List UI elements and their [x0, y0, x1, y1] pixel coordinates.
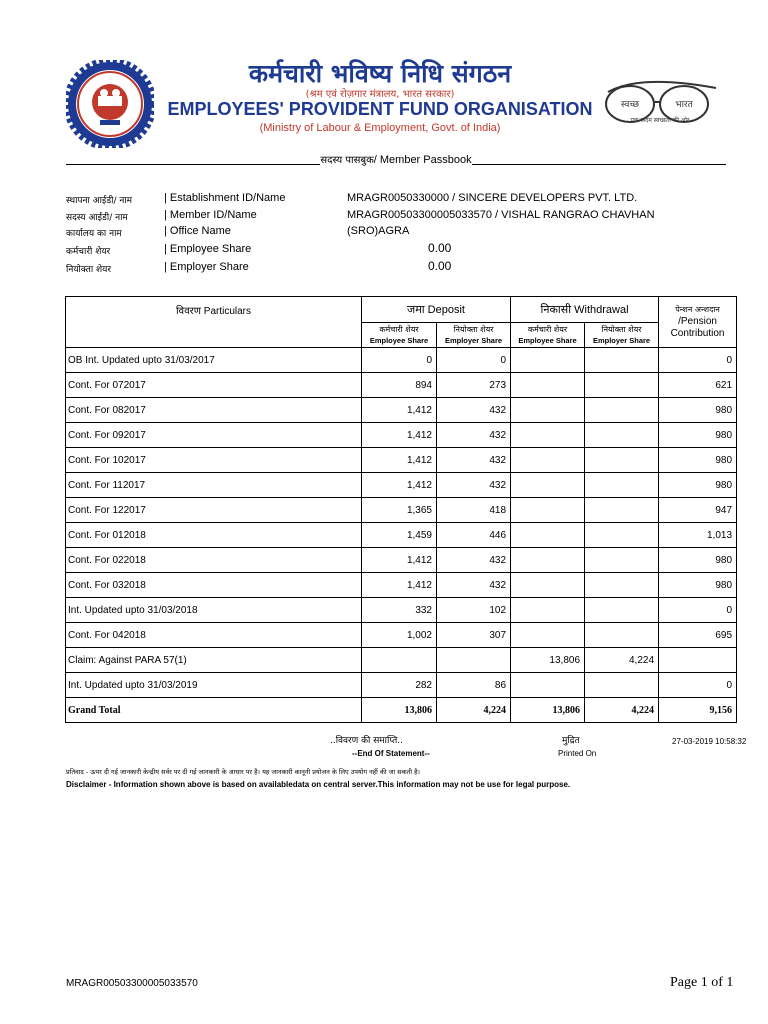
row-wd-ee: [511, 398, 585, 423]
swachh-right-text: भारत: [675, 100, 693, 110]
member-label: | Member ID/Name: [164, 209, 257, 221]
table-row: [66, 623, 737, 648]
deposit-header-hindi: जमा: [407, 303, 425, 316]
office-label-hindi: कार्यालय का नाम: [66, 229, 122, 239]
employee-share-row: [66, 243, 746, 260]
row-particular: Cont. For 092017: [66, 423, 362, 448]
row-pension: 980: [659, 423, 737, 448]
table-header-row: [66, 297, 737, 323]
office-row: [66, 225, 746, 242]
row-wd-ee: [511, 498, 585, 523]
row-dep-er: 273: [437, 373, 511, 398]
row-dep-er: 418: [437, 498, 511, 523]
employer-share-label: | Employer Share: [164, 261, 249, 273]
row-dep-er: 102: [437, 598, 511, 623]
row-wd-er: [585, 398, 659, 423]
page-number: Page 1 of 1: [670, 975, 734, 990]
row-particular: Cont. For 012018: [66, 523, 362, 548]
row-dep-ee: 1,002: [362, 623, 437, 648]
title-rule-right: [472, 155, 726, 165]
deposit-employee-share-header: [362, 323, 437, 348]
row-particular: Cont. For 032018: [66, 573, 362, 598]
table-body: [66, 348, 737, 698]
row-wd-er: 4,224: [585, 648, 659, 673]
row-wd-er: [585, 373, 659, 398]
row-dep-er: 432: [437, 398, 511, 423]
establishment-value: MRAGR0050330000 / SINCERE DEVELOPERS PVT. LTD.: [347, 192, 638, 204]
row-wd-ee: [511, 373, 585, 398]
employer-share-label-hindi: नियोक्ता शेयर: [66, 265, 112, 275]
swachh-left-text: स्वच्छ: [620, 100, 640, 110]
employee-share-label-hindi: कर्मचारी शेयर: [66, 247, 111, 257]
row-pension: 947: [659, 498, 737, 523]
passbook-table: [65, 296, 737, 723]
row-particular: Cont. For 112017: [66, 473, 362, 498]
row-dep-ee: 1,412: [362, 548, 437, 573]
org-title-english: EMPLOYEES' PROVIDENT FUND ORGANISATION: [167, 99, 593, 119]
withdrawal-er-hi: नियोक्ता शेयर: [601, 325, 642, 334]
deposit-ee-en: Employee Share: [369, 336, 429, 345]
table-row: [66, 373, 737, 398]
row-wd-ee: 13,806: [511, 648, 585, 673]
pension-header: [659, 297, 737, 348]
row-dep-ee: 0: [362, 348, 437, 373]
row-dep-er: 432: [437, 423, 511, 448]
row-wd-er: [585, 423, 659, 448]
table-row: [66, 648, 737, 673]
printed-on-hindi: मुद्रित: [562, 736, 580, 746]
particulars-header: [66, 297, 362, 348]
row-dep-er: 432: [437, 548, 511, 573]
row-dep-er: 307: [437, 623, 511, 648]
row-wd-er: [585, 548, 659, 573]
total-wd-er: 4,224: [585, 698, 659, 723]
row-particular: OB Int. Updated upto 31/03/2017: [66, 348, 362, 373]
member-value: MRAGR00503300005033570 / VISHAL RANGRAO CHAVHAN: [347, 209, 655, 221]
row-dep-ee: 1,412: [362, 573, 437, 598]
disclaimer-hindi: प्रतिवाद - ऊपर दी गई जानकारी केन्द्रीय सर्वर पर दी गई जानकारी के आधार पर है। यह जानकारी कानूनी प्रयोजन के लिए उपयोग नहीं की जा सकती है।: [66, 768, 420, 776]
passbook-title-hindi: सदस्य पासबुक: [320, 155, 374, 166]
total-label: Grand Total: [66, 698, 362, 723]
row-dep-er: 446: [437, 523, 511, 548]
printed-on-label: Printed On: [558, 749, 597, 758]
row-wd-ee: [511, 348, 585, 373]
particulars-header-hindi: विवरण: [175, 306, 201, 317]
swachh-tagline: एक कदम स्वच्छता की ओर: [630, 117, 690, 124]
row-dep-er: 432: [437, 573, 511, 598]
row-particular: Claim: Against PARA 57(1): [66, 648, 362, 673]
employee-share-label: | Employee Share: [164, 243, 252, 255]
footer-member-id: MRAGR00503300005033570: [66, 978, 198, 989]
row-particular: Int. Updated upto 31/03/2019: [66, 673, 362, 698]
row-pension: 695: [659, 623, 737, 648]
row-particular: Cont. For 102017: [66, 448, 362, 473]
total-dep-er: 4,224: [437, 698, 511, 723]
total-wd-ee: 13,806: [511, 698, 585, 723]
row-pension: 0: [659, 673, 737, 698]
withdrawal-employee-share-header: [511, 323, 585, 348]
row-dep-ee: 282: [362, 673, 437, 698]
employee-share-value: 0.00: [428, 241, 452, 255]
row-wd-er: [585, 448, 659, 473]
row-wd-ee: [511, 623, 585, 648]
row-wd-ee: [511, 423, 585, 448]
withdrawal-ee-hi: कर्मचारी शेयर: [527, 325, 568, 334]
row-wd-ee: [511, 523, 585, 548]
table-row: [66, 573, 737, 598]
table-row: [66, 398, 737, 423]
withdrawal-header: [511, 297, 659, 323]
row-dep-ee: 1,412: [362, 398, 437, 423]
deposit-header: [362, 297, 511, 323]
row-dep-ee: [362, 648, 437, 673]
row-dep-ee: 1,412: [362, 448, 437, 473]
table-row: [66, 523, 737, 548]
epfo-logo: [66, 60, 154, 148]
org-subtitle-hindi: (श्रम एवं रोज़गार मंत्रालय, भारत सरकार): [305, 89, 455, 100]
row-wd-er: [585, 523, 659, 548]
employer-share-value: 0.00: [428, 259, 452, 273]
deposit-employer-share-header: [437, 323, 511, 348]
withdrawal-header-hindi: निकासी: [540, 303, 572, 316]
row-dep-ee: 1,412: [362, 423, 437, 448]
row-pension: 621: [659, 373, 737, 398]
deposit-header-english: Deposit: [424, 304, 465, 316]
row-dep-er: 0: [437, 348, 511, 373]
table-row: [66, 673, 737, 698]
establishment-row: [66, 192, 746, 209]
member-label-hindi: सदस्य आईडी/ नाम: [66, 213, 128, 223]
row-dep-er: 86: [437, 673, 511, 698]
table-row: [66, 448, 737, 473]
particulars-header-english: Particulars: [201, 306, 252, 317]
row-dep-er: [437, 648, 511, 673]
row-pension: 1,013: [659, 523, 737, 548]
withdrawal-employer-share-header: [585, 323, 659, 348]
row-pension: 980: [659, 473, 737, 498]
withdrawal-er-en: Employer Share: [592, 336, 651, 345]
row-wd-ee: [511, 673, 585, 698]
row-wd-ee: [511, 598, 585, 623]
disclaimer: Disclaimer - Information shown above is based on availabledata on central server.This information may not be use for legal purpose.: [66, 780, 571, 789]
employer-share-row: [66, 261, 746, 278]
row-pension: 0: [659, 598, 737, 623]
table-row: [66, 348, 737, 373]
row-particular: Cont. For 022018: [66, 548, 362, 573]
ministry-label: (Ministry of Labour & Employment, Govt. of India): [259, 122, 501, 134]
pension-header-hindi: पेन्शन अन्शदान: [675, 305, 720, 314]
office-label: | Office Name: [164, 225, 231, 237]
row-pension: 980: [659, 573, 737, 598]
row-wd-ee: [511, 573, 585, 598]
pension-header-english: /Pension Contribution: [670, 316, 725, 339]
member-row: [66, 209, 746, 226]
row-dep-ee: 1,412: [362, 473, 437, 498]
row-particular: Cont. For 072017: [66, 373, 362, 398]
row-dep-er: 432: [437, 448, 511, 473]
row-pension: 980: [659, 448, 737, 473]
table-row: [66, 473, 737, 498]
office-value: (SRO)AGRA: [347, 225, 410, 237]
row-wd-er: [585, 673, 659, 698]
row-pension: 0: [659, 348, 737, 373]
row-wd-er: [585, 573, 659, 598]
row-wd-ee: [511, 548, 585, 573]
deposit-er-en: Employer Share: [444, 336, 503, 345]
deposit-ee-hi: कर्मचारी शेयर: [379, 325, 419, 334]
table-row: [66, 598, 737, 623]
row-wd-er: [585, 348, 659, 373]
row-particular: Cont. For 122017: [66, 498, 362, 523]
row-particular: Int. Updated upto 31/03/2018: [66, 598, 362, 623]
end-of-statement: --End Of Statement--: [352, 749, 430, 758]
row-wd-er: [585, 473, 659, 498]
table-row: [66, 548, 737, 573]
row-dep-ee: 1,365: [362, 498, 437, 523]
row-pension: [659, 648, 737, 673]
row-particular: Cont. For 042018: [66, 623, 362, 648]
swachh-bharat-logo: [600, 80, 720, 132]
row-dep-ee: 894: [362, 373, 437, 398]
total-dep-ee: 13,806: [362, 698, 437, 723]
row-dep-ee: 332: [362, 598, 437, 623]
org-title-hindi: कर्मचारी भविष्य निधि संगठन: [248, 59, 512, 88]
withdrawal-header-english: Withdrawal: [571, 304, 629, 316]
table-row: [66, 498, 737, 523]
deposit-er-hi: नियोक्ता शेयर: [453, 325, 494, 334]
passbook-title-line: [66, 152, 726, 166]
row-wd-er: [585, 498, 659, 523]
printed-date: 27-03-2019 10:58:32: [672, 737, 747, 746]
row-pension: 980: [659, 548, 737, 573]
title-rule-left: [66, 155, 320, 165]
establishment-label: | Establishment ID/Name: [164, 192, 286, 204]
row-wd-er: [585, 623, 659, 648]
total-pension: 9,156: [659, 698, 737, 723]
row-wd-ee: [511, 448, 585, 473]
row-wd-ee: [511, 473, 585, 498]
grand-total-row: [66, 698, 737, 723]
row-pension: 980: [659, 398, 737, 423]
end-of-statement-hindi: ..विवरण की समाप्ति..: [330, 736, 403, 746]
row-dep-er: 432: [437, 473, 511, 498]
row-wd-er: [585, 598, 659, 623]
row-particular: Cont. For 082017: [66, 398, 362, 423]
withdrawal-ee-en: Employee Share: [518, 336, 577, 345]
row-dep-ee: 1,459: [362, 523, 437, 548]
establishment-label-hindi: स्थापना आईडी/ नाम: [66, 196, 133, 206]
table-row: [66, 423, 737, 448]
passbook-title-english: / Member Passbook: [373, 154, 472, 166]
